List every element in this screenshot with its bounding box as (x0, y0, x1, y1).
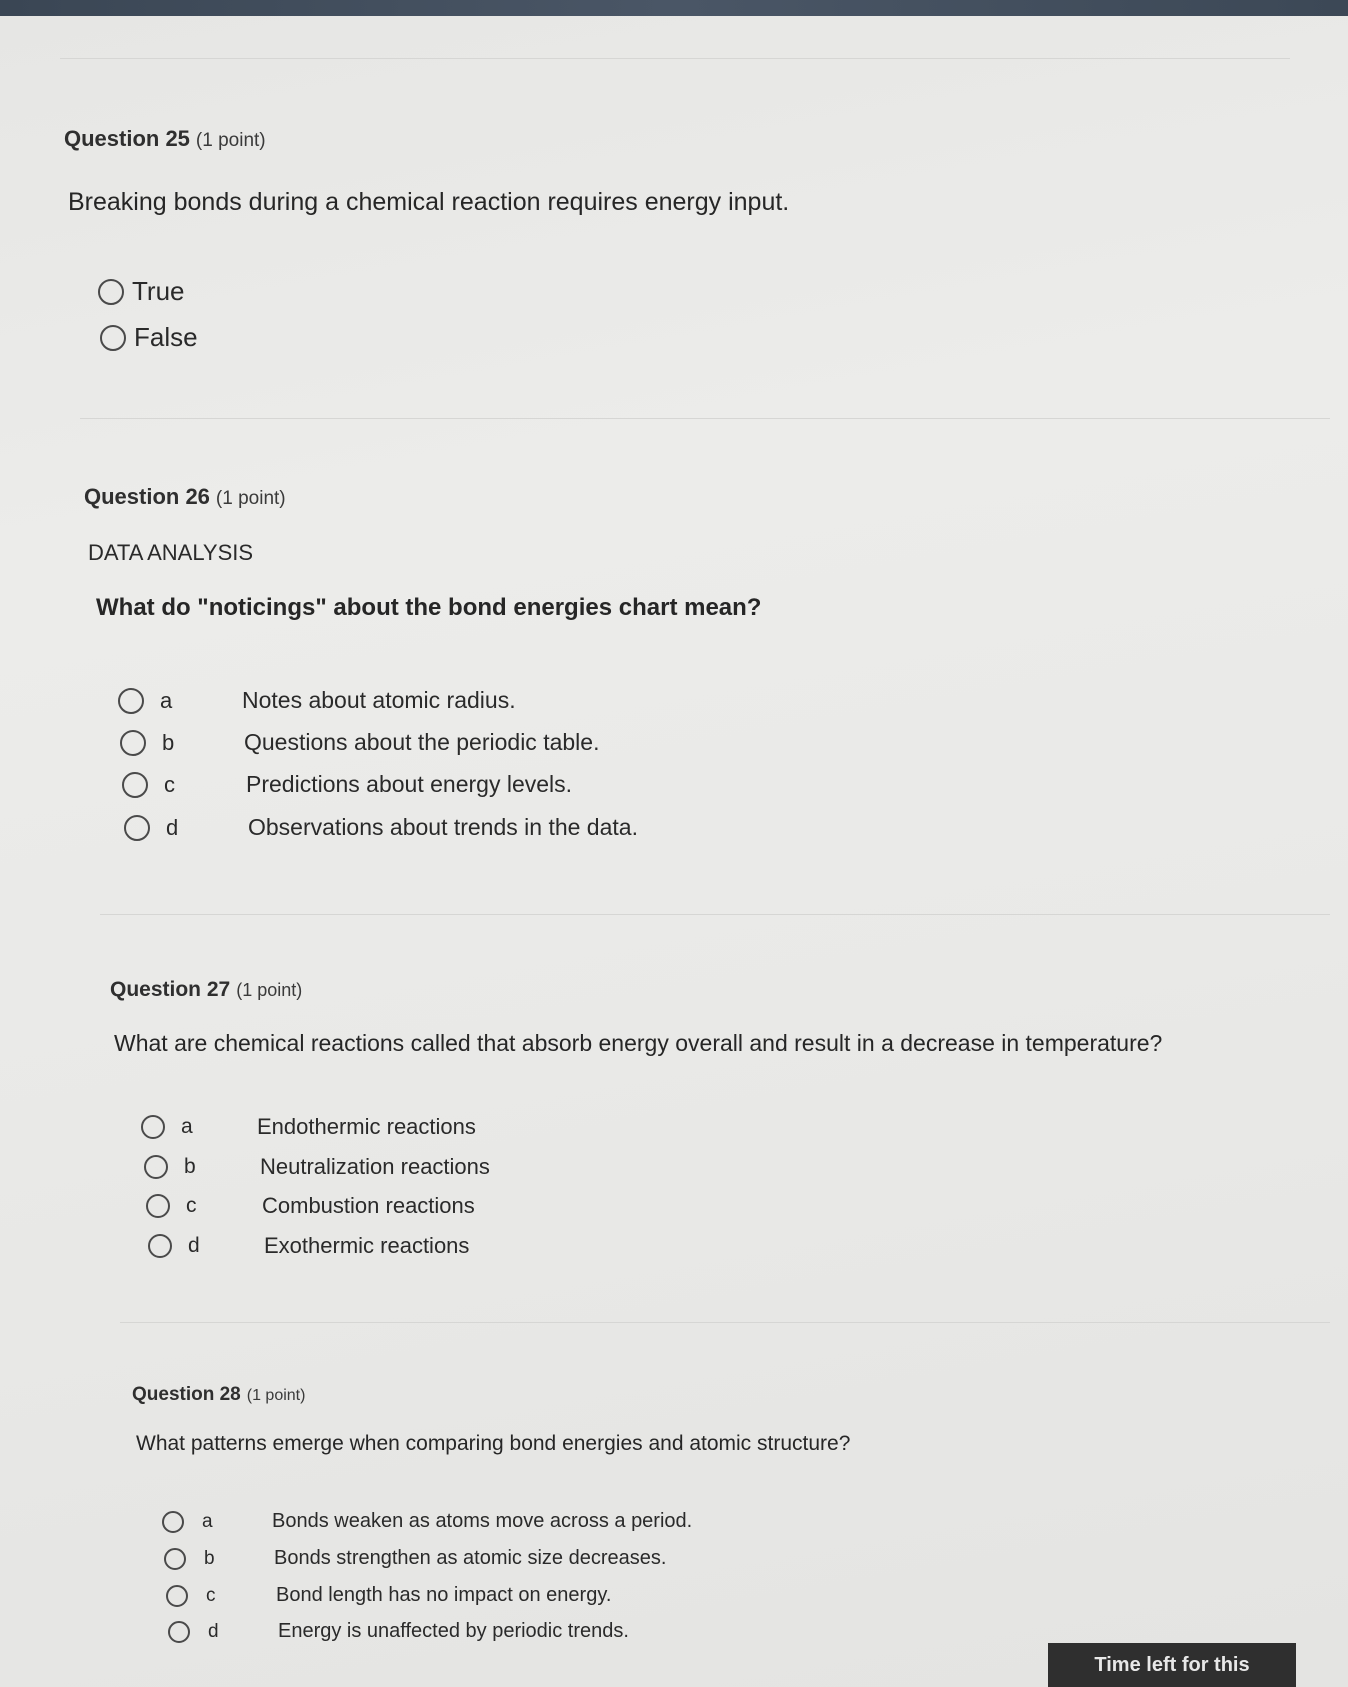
option-label: Bonds weaken as atoms move across a period. (272, 1510, 693, 1532)
option-c[interactable] (146, 1193, 475, 1219)
radio-button[interactable] (98, 279, 124, 305)
option-label: Bond length has no impact on energy. (276, 1584, 612, 1606)
option-label: Combustion reactions (262, 1193, 475, 1218)
option-d[interactable] (124, 814, 638, 841)
question-points: (1 point) (215, 488, 286, 509)
option-letter: d (208, 1620, 219, 1642)
question-number: Question 28 (132, 1384, 241, 1405)
radio-button[interactable] (166, 1585, 188, 1607)
option-a[interactable] (162, 1510, 692, 1533)
option-letter: c (206, 1584, 216, 1606)
question-27 (110, 978, 302, 1002)
radio-button[interactable] (164, 1548, 186, 1570)
question-28 (132, 1384, 305, 1406)
question-points: (1 point) (246, 1387, 306, 1404)
radio-button[interactable] (146, 1194, 170, 1218)
question-number: Question 25 (64, 126, 190, 151)
question-text: What are chemical reactions called that absorb energy overall and result in a decrease in temperature? (114, 1030, 1163, 1056)
divider (60, 58, 1290, 59)
divider (100, 914, 1330, 915)
question-25 (64, 126, 266, 152)
option-letter: a (181, 1115, 193, 1138)
option-b[interactable] (144, 1154, 490, 1180)
question-header (64, 126, 266, 152)
option-letter: c (164, 771, 175, 797)
option-label: True (132, 276, 185, 306)
radio-button[interactable] (148, 1234, 172, 1258)
option-label: Predictions about energy levels. (246, 771, 573, 797)
option-label: Bonds strengthen as atomic size decreases. (274, 1547, 667, 1569)
option-d[interactable] (148, 1233, 469, 1259)
radio-button[interactable] (120, 730, 146, 756)
option-b[interactable] (164, 1547, 666, 1570)
option-label: Observations about trends in the data. (248, 814, 638, 840)
question-26 (84, 484, 286, 510)
divider (80, 418, 1330, 419)
option-label: Exothermic reactions (264, 1233, 470, 1258)
question-header (132, 1384, 305, 1406)
option-letter: d (188, 1234, 200, 1257)
question-text: Breaking bonds during a chemical reaction requires energy input. (68, 188, 790, 216)
option-letter: b (162, 729, 175, 755)
option-false[interactable] (100, 322, 198, 353)
time-left-banner: Time left for this (1048, 1643, 1296, 1687)
radio-button[interactable] (141, 1115, 165, 1139)
option-label: Energy is unaffected by periodic trends. (278, 1620, 629, 1642)
top-bar (0, 0, 1348, 16)
option-letter: b (184, 1155, 196, 1178)
section-label: DATA ANALYSIS (88, 540, 254, 565)
option-c[interactable] (166, 1584, 611, 1607)
option-a[interactable] (118, 687, 516, 714)
question-text: What patterns emerge when comparing bond energies and atomic structure? (136, 1432, 851, 1455)
option-letter: d (166, 814, 179, 840)
radio-button[interactable] (118, 688, 144, 714)
question-points: (1 point) (195, 130, 266, 151)
radio-button[interactable] (144, 1155, 168, 1179)
option-label: Notes about atomic radius. (242, 687, 516, 713)
radio-button[interactable] (162, 1511, 184, 1533)
option-label: False (134, 322, 198, 352)
radio-button[interactable] (100, 325, 126, 351)
question-header (84, 484, 286, 510)
radio-button[interactable] (124, 815, 150, 841)
radio-button[interactable] (168, 1621, 190, 1643)
question-number: Question 26 (84, 484, 210, 509)
question-text: What do "noticings" about the bond energies chart mean? (96, 594, 762, 621)
radio-button[interactable] (122, 772, 148, 798)
option-c[interactable] (122, 771, 572, 798)
option-true[interactable] (98, 276, 185, 307)
option-label: Questions about the periodic table. (244, 729, 600, 755)
option-label: Neutralization reactions (260, 1154, 490, 1179)
question-number: Question 27 (110, 978, 231, 1001)
question-header (110, 978, 302, 1002)
option-letter: a (160, 687, 173, 713)
option-b[interactable] (120, 729, 599, 756)
option-letter: a (202, 1510, 213, 1532)
option-label: Endothermic reactions (257, 1114, 476, 1139)
option-d[interactable] (168, 1620, 629, 1643)
option-a[interactable] (141, 1114, 476, 1140)
option-letter: b (204, 1547, 215, 1569)
question-points: (1 point) (236, 980, 303, 1000)
option-letter: c (186, 1194, 197, 1217)
divider (120, 1322, 1330, 1323)
